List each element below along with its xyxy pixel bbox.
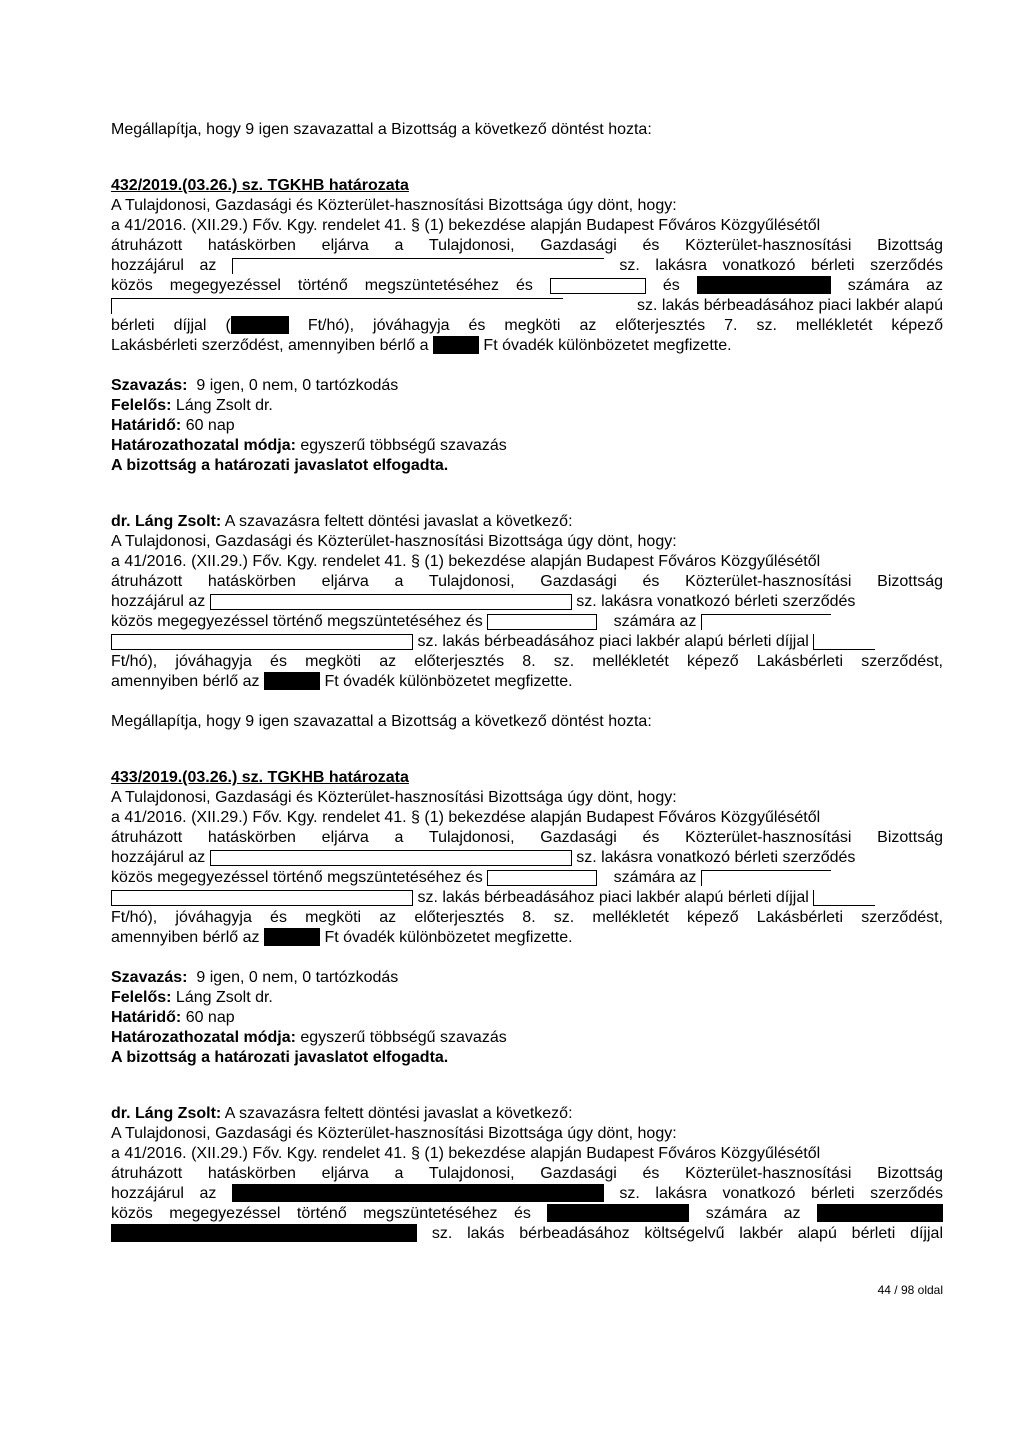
proposal-line [111, 1184, 943, 1204]
value: 60 nap [185, 417, 235, 434]
text: hozzájárul az [111, 257, 217, 274]
text: amennyiben bérlő az [111, 929, 260, 946]
proposal-line [111, 672, 943, 692]
resolution-line [111, 316, 943, 336]
proposal-line [111, 1204, 943, 1224]
text: számára az [847, 277, 943, 294]
value: Láng Zsolt dr. [175, 989, 273, 1006]
text: sz. lakás bérbeadásához költségelvű lakbér alapú bérleti díjjal [431, 1225, 943, 1242]
text: bérleti díjjal ( [111, 317, 231, 334]
resolution-line [111, 868, 943, 888]
text: sz. lakás bérbeadásához piaci lakbér alapú [637, 297, 943, 314]
redacted-address [111, 1224, 417, 1242]
redacted-amount [813, 634, 875, 650]
redacted-address [232, 1184, 604, 1202]
redacted-amount [433, 336, 479, 354]
intro-paragraph: Megállapítja, hogy 9 igen szavazattal a Bizottság a következő döntést hozta: [111, 713, 652, 730]
text: sz. lakásra vonatkozó bérleti szerződés [576, 593, 856, 610]
label: Felelős: [111, 989, 172, 1006]
resolution-line [111, 296, 943, 316]
redacted-name [701, 870, 831, 886]
text: számára az [613, 869, 697, 886]
text: közös megegyezéssel történő megszüntetéséhez és [111, 1205, 531, 1222]
value: 9 igen, 0 nem, 0 tartózkodás [196, 969, 399, 986]
text: számára az [705, 1205, 801, 1222]
deadline-line [111, 416, 943, 436]
speaker: dr. Láng Zsolt: [111, 513, 222, 530]
label: Felelős: [111, 397, 172, 414]
value: egyszerű többségű szavazás [300, 1029, 507, 1046]
resolution-line: Ft/hó), jóváhagyja és megköti az előterjesztés 8. sz. mellékletét képező Lakásbérleti szerződést, [111, 909, 943, 926]
value: 9 igen, 0 nem, 0 tartózkodás [196, 377, 399, 394]
text: Lakásbérleti szerződést, amennyiben bérlő a [111, 337, 429, 354]
proposal-line: a 41/2016. (XII.29.) Főv. Kgy. rendelet 41. § (1) bekezdése alapján Budapest Főváros Közgyűlésétől [111, 1145, 821, 1162]
proposal-intro [111, 512, 943, 532]
proposal-line [111, 1224, 943, 1244]
vote-line [111, 968, 943, 988]
redacted-name [547, 1204, 689, 1222]
voting-mode-line [111, 436, 943, 456]
resolution-line: a 41/2016. (XII.29.) Főv. Kgy. rendelet 41. § (1) bekezdése alapján Budapest Főváros Közgyűlésétől [111, 217, 821, 234]
resolution-line [111, 888, 943, 908]
redacted-name [487, 870, 597, 886]
resolution-line: A Tulajdonosi, Gazdasági és Közterület-hasznosítási Bizottsága úgy dönt, hogy: [111, 197, 677, 214]
redacted-name [697, 276, 831, 294]
resolution-line: A Tulajdonosi, Gazdasági és Közterület-hasznosítási Bizottsága úgy dönt, hogy: [111, 789, 677, 806]
text: sz. lakás bérbeadásához piaci lakbér alapú bérleti díjjal [417, 889, 809, 906]
redacted-address [111, 298, 563, 314]
text: Ft óvadék különbözetet megfizette. [324, 673, 573, 690]
resolution-title: 432/2019.(03.26.) sz. TGKHB határozata [111, 177, 409, 194]
deadline-line [111, 1008, 943, 1028]
resolution-line [111, 276, 943, 296]
value: 60 nap [185, 1009, 235, 1026]
responsible-line [111, 396, 943, 416]
resolution-line: átruházott hatáskörben eljárva a Tulajdonosi, Gazdasági és Közterület-hasznosítási Bizottság [111, 237, 943, 254]
text: Ft óvadék különbözetet megfizette. [483, 337, 732, 354]
resolution-title: 433/2019.(03.26.) sz. TGKHB határozata [111, 769, 409, 786]
resolution-line [111, 848, 943, 868]
proposal-line: A Tulajdonosi, Gazdasági és Közterület-hasznosítási Bizottsága úgy dönt, hogy: [111, 1125, 677, 1142]
redacted-address [232, 258, 604, 274]
proposal-line [111, 592, 943, 612]
resolution-line [111, 928, 943, 948]
proposal-line [111, 612, 943, 632]
proposal-line: A Tulajdonosi, Gazdasági és Közterület-hasznosítási Bizottsága úgy dönt, hogy: [111, 533, 677, 550]
redacted-amount [813, 890, 875, 906]
label: Határozathozatal módja: [111, 437, 296, 454]
document-page [111, 120, 943, 1244]
resolution-line [111, 256, 943, 276]
value: egyszerű többségű szavazás [300, 437, 507, 454]
voting-mode-line [111, 1028, 943, 1048]
text: Ft óvadék különbözetet megfizette. [324, 929, 573, 946]
label: Szavazás: [111, 969, 188, 986]
redacted-amount [264, 928, 320, 946]
proposal-line [111, 632, 943, 652]
resolution-line: átruházott hatáskörben eljárva a Tulajdonosi, Gazdasági és Közterület-hasznosítási Bizottság [111, 829, 943, 846]
vote-result: A bizottság a határozati javaslatot elfogadta. [111, 1049, 449, 1066]
text: hozzájárul az [111, 1185, 217, 1202]
text: hozzájárul az [111, 593, 206, 610]
text: A szavazásra feltett döntési javaslat a következő: [224, 513, 573, 530]
label: Határidő: [111, 417, 182, 434]
text: amennyiben bérlő az [111, 673, 260, 690]
redacted-name [487, 614, 597, 630]
label: Határozathozatal módja: [111, 1029, 296, 1046]
proposal-intro [111, 1104, 943, 1124]
page-number: 44 / 98 oldal [877, 1283, 943, 1297]
text: sz. lakásra vonatkozó bérleti szerződés [576, 849, 856, 866]
redacted-address [111, 634, 413, 650]
proposal-line: a 41/2016. (XII.29.) Főv. Kgy. rendelet 41. § (1) bekezdése alapján Budapest Főváros Közgyűlésétől [111, 553, 821, 570]
proposal-line: átruházott hatáskörben eljárva a Tulajdonosi, Gazdasági és Közterület-hasznosítási Bizottság [111, 1165, 943, 1182]
text: és [662, 277, 680, 294]
redacted-address [210, 594, 572, 610]
redacted-amount [231, 316, 289, 334]
redacted-amount [264, 672, 320, 690]
responsible-line [111, 988, 943, 1008]
resolution-line: a 41/2016. (XII.29.) Főv. Kgy. rendelet 41. § (1) bekezdése alapján Budapest Főváros Közgyűlésétől [111, 809, 821, 826]
text: közös megegyezéssel történő megszüntetéséhez és [111, 277, 533, 294]
resolution-line [111, 336, 943, 356]
text: sz. lakás bérbeadásához piaci lakbér alapú bérleti díjjal [417, 633, 809, 650]
text: sz. lakásra vonatkozó bérleti szerződés [619, 1185, 943, 1202]
redacted-name [817, 1204, 943, 1222]
value: Láng Zsolt dr. [175, 397, 273, 414]
label: Szavazás: [111, 377, 188, 394]
text: A szavazásra feltett döntési javaslat a következő: [224, 1105, 573, 1122]
label: Határidő: [111, 1009, 182, 1026]
proposal-line: Ft/hó), jóváhagyja és megköti az előterjesztés 8. sz. mellékletét képező Lakásbérleti szerződést, [111, 653, 943, 670]
proposal-line: átruházott hatáskörben eljárva a Tulajdonosi, Gazdasági és Közterület-hasznosítási Bizottság [111, 573, 943, 590]
text: sz. lakásra vonatkozó bérleti szerződés [619, 257, 943, 274]
speaker: dr. Láng Zsolt: [111, 1105, 222, 1122]
vote-result: A bizottság a határozati javaslatot elfogadta. [111, 457, 449, 474]
redacted-address [111, 890, 413, 906]
vote-line [111, 376, 943, 396]
text: közös megegyezéssel történő megszüntetéséhez és [111, 869, 483, 886]
redacted-name [550, 278, 646, 294]
redacted-address [210, 850, 572, 866]
redacted-name [701, 614, 831, 630]
text: Ft/hó), jóváhagyja és megköti az előterjesztés 7. sz. mellékletét képező [307, 317, 943, 334]
text: közös megegyezéssel történő megszüntetéséhez és [111, 613, 483, 630]
text: számára az [613, 613, 697, 630]
intro-paragraph: Megállapítja, hogy 9 igen szavazattal a Bizottság a következő döntést hozta: [111, 121, 652, 138]
text: hozzájárul az [111, 849, 206, 866]
